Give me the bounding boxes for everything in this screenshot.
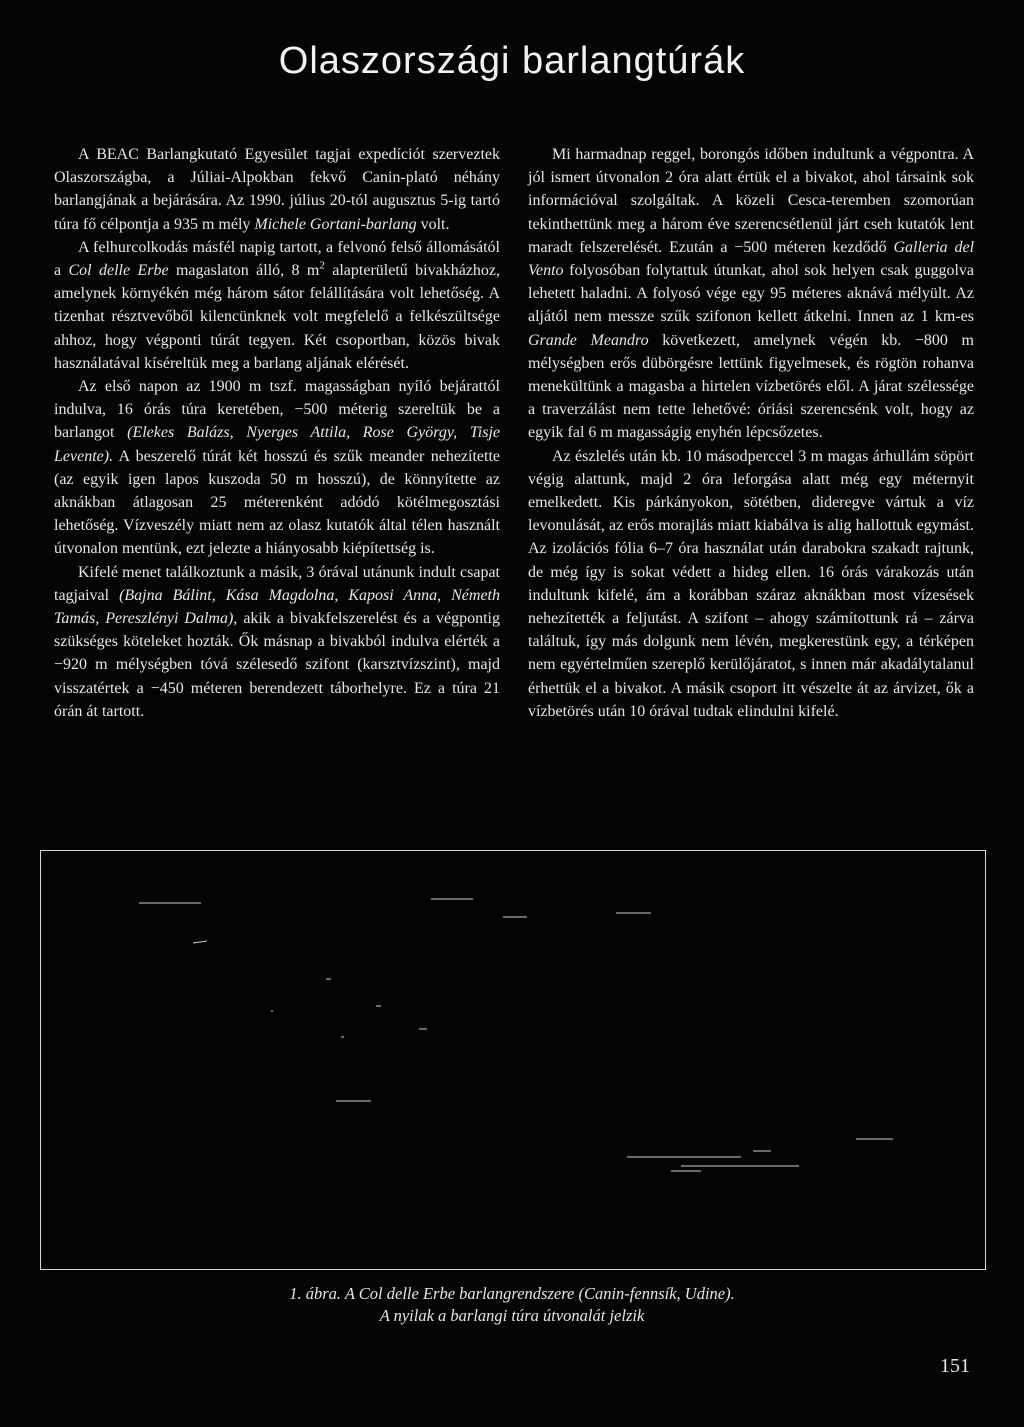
italic-text: Col delle Erbe bbox=[68, 262, 169, 280]
article-right-column bbox=[528, 143, 974, 723]
text-run: alapterületű bivakházhoz, amelynek környékén még három sátor felállítására volt lehetőség. A tizenhat résztvevőből kilencünknek volt megfelelő a felkészültsége ahhoz, hogy végponti túrát tegyen. Két csoportban, közös bivak használatával kíséreltük meg a barlang aljának elérését. bbox=[54, 262, 500, 372]
text-run: Mi harmadnap reggel, borongós időben indultunk a végpontra. A jól ismert útvonalon 2 óra alatt értük el a bivakot, ahol társaink sok információval szolgáltak. A közeli Cesca-teremben szomorúan tekinthettünk meg a három éve szerencsétlenül járt cseh kutatók lent maradt felszerelését. Ezután a −500 méteren kezdődő bbox=[528, 146, 974, 256]
figure-caption-line-2: A nyilak a barlangi túra útvonalát jelzik bbox=[379, 1306, 645, 1325]
italic-text: (Elekes Balázs, Nyerges Attila, Rose György, Tisje Levente). bbox=[54, 424, 500, 465]
text-run: akik a bivakfelszerelést és a végpontig szükséges köteleket hozták. Ők másnap a bivakból indulva elérték a −920 m mélységben tóvá szélesedő szifont (karsztvízszint), majd visszatértek a −450 méteren berendezett táborhelyre. Ez a túra 21 órán át tartott. bbox=[54, 610, 500, 720]
text-run: folyosóban folytattuk útunkat, ahol sok helyen csak guggolva lehetett haladni. A folyosó vége egy 95 méteres aknává mélyült. Az aljától nem messze szűk szifonon kellett átkelni. Innen az 1 km-es bbox=[528, 262, 974, 326]
text-run: Az első napon az 1900 m tszf. magasságban nyíló bejárattól indulva, 16 órás túra keretében, −500 méterig szereltük be a barlangot bbox=[54, 378, 500, 442]
paragraph bbox=[54, 143, 500, 236]
superscript: 2 bbox=[319, 259, 325, 272]
italic-text: (Bajna Bálint, Kása Magdolna, Kaposi Anna, Németh Tamás, Pereszlényi Dalma), bbox=[54, 586, 501, 628]
text-run: Az észlelés után kb. 10 másodperccel 3 m magas árhullám söpört végig alattunk, majd 2 óra leforgása alatt még egy méternyit emelkedett. Kis párkányokon, sötétben, dideregve vártuk a víz levonulását, az erős morajlás miatt kiabálva is alig hallottuk egymást. Az izolációs fólia 6–7 óra használat után darabokra szakadt rajtunk, de még így is sokat védett a hideg ellen. 16 órás várakozás után indultunk kifelé, ám a korábban száraz aknákban most vízesések nehezítették a feljutást. A szifont – ahogy számítottunk rá – zárva találtuk, így más dolgunk nem lévén, megkerestünk egy, a térképen nem egyértelműen szereplő kerülőjáratot, s innen már akadálytalanul érhettük el a bivakot. A másik csoport itt vészelte át az árvizet, ők a vízbetörés után 10 órával tudtak elindulni kifelé. bbox=[528, 447, 974, 720]
article-left-column bbox=[54, 143, 500, 723]
text-run: A felhurcolkodás másfél napig tartott, a felvonó felső állomásától a bbox=[54, 238, 500, 280]
paragraph bbox=[54, 236, 500, 375]
figure-caption bbox=[0, 1283, 1024, 1327]
page-title: Olaszországi barlangtúrák bbox=[278, 40, 746, 82]
italic-text: Michele Gortani-barlang bbox=[254, 215, 417, 233]
paragraph bbox=[528, 143, 974, 445]
paragraph bbox=[54, 561, 500, 723]
text-run: Kifelé menet találkoztunk a másik, 3 órával utánunk indult csapat tagjaival bbox=[54, 563, 500, 604]
paragraph bbox=[54, 375, 500, 561]
text-run: A BEAC Barlangkutató Egyesület tagjai expedíciót szerveztek Olaszországba, a Júliai-Alpokban fekvő Canin-plató néhány barlangjának a bejárására. Az 1990. július 20-tól augusztus 5-ig tartó túra fő célpontja a 935 m mély bbox=[54, 146, 500, 233]
italic-text: Grande Meandro bbox=[528, 331, 649, 349]
text-run: A beszerelő túrát két hosszú és szűk meander nehezítette (az egyik igen lapos kuszoda 50 m hosszú), de könnyítette az aknákban átlagosan 25 méterenként adódó kötélmegosztási lehetőség. Vízveszély miatt nem az olasz kutatók által télen használt útvonalon mentünk, ezt jelezte a hiányosabb kiépítettség is. bbox=[54, 447, 500, 558]
text-run: magaslaton álló, 8 m bbox=[168, 262, 320, 280]
italic-text: Galleria del Vento bbox=[528, 238, 975, 280]
cave-map-figure bbox=[40, 850, 986, 1270]
text-run: volt. bbox=[416, 215, 450, 233]
page-number: 151 bbox=[940, 1355, 970, 1377]
text-run: következett, amelynek végén kb. −800 m mélységben erős dübörgésre lettünk figyelmesek, és rögtön rohanva menekültünk a magasba a hirtelen vízbetörés elől. A járat szélessége a traverzálást nem tette lehetővé: óriási szerencsénk volt, hogy az egyik fal 6 m magasságig enyhén lépcsőzetes. bbox=[528, 331, 975, 442]
cave-map-drawing bbox=[41, 851, 987, 1271]
figure-caption-line-1: 1. ábra. A Col delle Erbe barlangrendszere (Canin-fennsík, Udine). bbox=[289, 1284, 735, 1303]
paragraph bbox=[528, 445, 974, 723]
